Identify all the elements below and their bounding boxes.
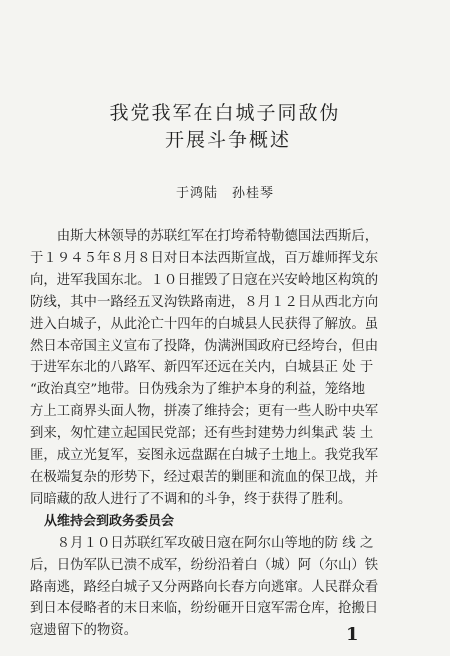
text-line: 方上工商界头面人物，拼凑了维持会；更有一些人盼中央军 bbox=[30, 404, 379, 420]
author-name: 孙桂琴 bbox=[232, 186, 275, 201]
text-line: 然日本帝国主义宣布了投降，伪满洲国政府已经垮台，但由 bbox=[30, 338, 379, 354]
paragraph-1 bbox=[30, 226, 420, 511]
text-line: ８月１０日苏联红军攻破日寇在阿尔山等地的防 线 之 bbox=[56, 535, 374, 551]
text-line: 向，进军我国东北。１０日摧毁了日寇在兴安岭地区构筑的 bbox=[30, 272, 379, 288]
text-line: 路南逃，路经白城子又分两路向长春方向逃窜。人民群众看 bbox=[30, 579, 379, 595]
text-line: 于１９４５年８月８日对日本法西斯宣战，百万雄师挥戈东 bbox=[30, 250, 379, 266]
text-line: 防线，其中一路经五叉沟铁路南进，８月１２日从西北方向 bbox=[30, 294, 379, 310]
text-line: 进入白城子，从此沦亡十四年的白城县人民获得了解放。虽 bbox=[30, 316, 379, 332]
text-line: 后，日伪军队已溃不成军，纷纷沿着白（城）阿（尔山）铁 bbox=[30, 557, 379, 573]
text-line: 在极端复杂的形势下，经过艰苦的剿匪和流血的保卫战，并 bbox=[30, 469, 379, 485]
text-line: 到来，匆忙建立起国民党部；还有些封建势力纠集武 装 土 bbox=[30, 426, 374, 442]
article-body bbox=[30, 226, 420, 642]
title-line-2: 开展斗争概述 bbox=[164, 129, 291, 151]
text-line: “政治真空”地带。日伪残余为了维护本身的利益，笼络地 bbox=[30, 382, 366, 398]
text-line: 于进军东北的八路军、新四军还远在关内，白城县正 处 于 bbox=[30, 360, 374, 376]
author-name: 于鸿陆 bbox=[175, 186, 218, 201]
page-number: 1 bbox=[346, 624, 359, 645]
text-line: 同暗藏的敌人进行了不调和的斗争，终于获得了胜利。 bbox=[30, 491, 352, 507]
text-line: 寇遗留下的物资。 bbox=[30, 623, 138, 639]
section-heading: 从维持会到政务委员会 bbox=[44, 513, 175, 529]
paragraph-2 bbox=[30, 533, 420, 643]
title-line-1: 我党我军在白城子同敌伪 bbox=[109, 102, 341, 124]
text-line: 匪，成立光复军，妄图永远盘踞在白城子土地上。我党我军 bbox=[30, 448, 379, 464]
article-title bbox=[0, 100, 450, 154]
author-byline bbox=[0, 182, 450, 201]
text-line: 到日本侵略者的末日来临，纷纷砸开日寇军需仓库，抢搬日 bbox=[30, 601, 379, 617]
text-line: 由斯大林领导的苏联红军在打垮希特勒德国法西斯后， bbox=[56, 229, 379, 244]
